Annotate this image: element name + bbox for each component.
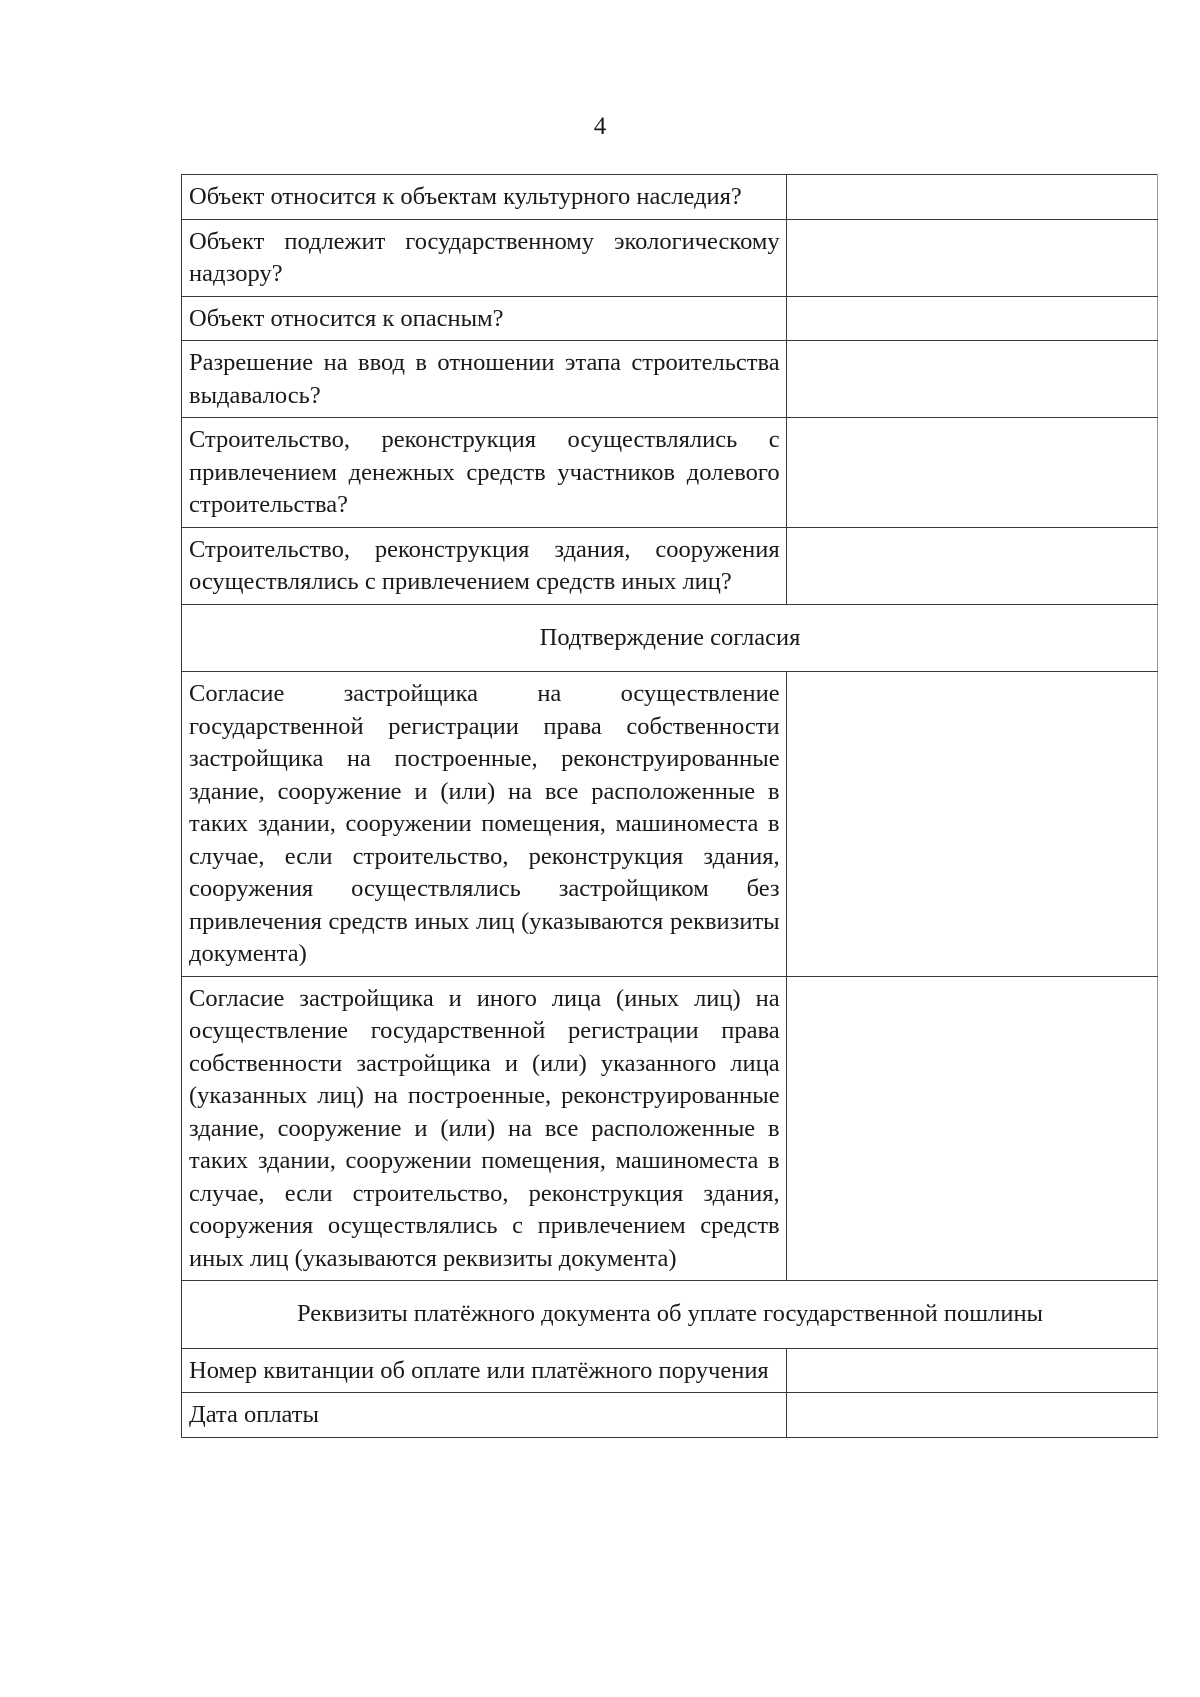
section-heading-payment: Реквизиты платёжного документа об уплате государственной пошлины bbox=[182, 1281, 1158, 1349]
question-payment-date: Дата оплаты bbox=[182, 1393, 787, 1438]
table-row bbox=[182, 296, 1158, 341]
question-cultural-heritage: Объект относится к объектам культурного наследия? bbox=[182, 175, 787, 220]
answer-third-party-funds[interactable] bbox=[786, 527, 1157, 604]
table-row bbox=[182, 1393, 1158, 1438]
question-shared-construction-funds: Строительство, реконструкция осуществлялись с привлечением денежных средств участников долевого строительства? bbox=[182, 418, 787, 528]
section-heading-consent: Подтверждение согласия bbox=[182, 604, 1158, 672]
table-row bbox=[182, 175, 1158, 220]
section-row bbox=[182, 604, 1158, 672]
answer-hazardous-object[interactable] bbox=[786, 296, 1157, 341]
answer-ecological-supervision[interactable] bbox=[786, 219, 1157, 296]
answer-developer-consent[interactable] bbox=[786, 672, 1157, 977]
answer-joint-consent[interactable] bbox=[786, 976, 1157, 1281]
question-stage-permit: Разрешение на ввод в отношении этапа строительства выдавалось? bbox=[182, 341, 787, 418]
question-joint-consent: Согласие застройщика и иного лица (иных лиц) на осуществление государственной регистрации права собственности застройщика и (или) указанного лица (указанных лиц) на построенные, реконструированные здание, сооружение и (или) на все расположенные в таких здании, сооружении помещения, машиноместа в случае, если строительство, реконструкция здания, сооружения осуществлялись с привлечением средств иных лиц (указываются реквизиты документа) bbox=[182, 976, 787, 1281]
table-row bbox=[182, 418, 1158, 528]
answer-cultural-heritage[interactable] bbox=[786, 175, 1157, 220]
section-row bbox=[182, 1281, 1158, 1349]
table-row bbox=[182, 527, 1158, 604]
answer-shared-construction-funds[interactable] bbox=[786, 418, 1157, 528]
table-row bbox=[182, 219, 1158, 296]
table-row bbox=[182, 672, 1158, 977]
table-row bbox=[182, 1348, 1158, 1393]
answer-stage-permit[interactable] bbox=[786, 341, 1157, 418]
table-row bbox=[182, 976, 1158, 1281]
answer-payment-date[interactable] bbox=[786, 1393, 1157, 1438]
question-receipt-number: Номер квитанции об оплате или платёжного поручения bbox=[182, 1348, 787, 1393]
question-developer-consent: Согласие застройщика на осуществление государственной регистрации права собственности застройщика на построенные, реконструированные здание, сооружение и (или) на все расположенные в таких здании, сооружении помещения, машиноместа в случае, если строительство, реконструкция здания, сооружения осуществлялись застройщиком без привлечения средств иных лиц (указываются реквизиты документа) bbox=[182, 672, 787, 977]
question-hazardous-object: Объект относится к опасным? bbox=[182, 296, 787, 341]
question-third-party-funds: Строительство, реконструкция здания, сооружения осуществлялись с привлечением средств иных лиц? bbox=[182, 527, 787, 604]
answer-receipt-number[interactable] bbox=[786, 1348, 1157, 1393]
page-number: 4 bbox=[593, 113, 607, 140]
question-ecological-supervision: Объект подлежит государственному экологическому надзору? bbox=[182, 219, 787, 296]
application-form-table bbox=[181, 174, 1158, 1438]
table-row bbox=[182, 341, 1158, 418]
